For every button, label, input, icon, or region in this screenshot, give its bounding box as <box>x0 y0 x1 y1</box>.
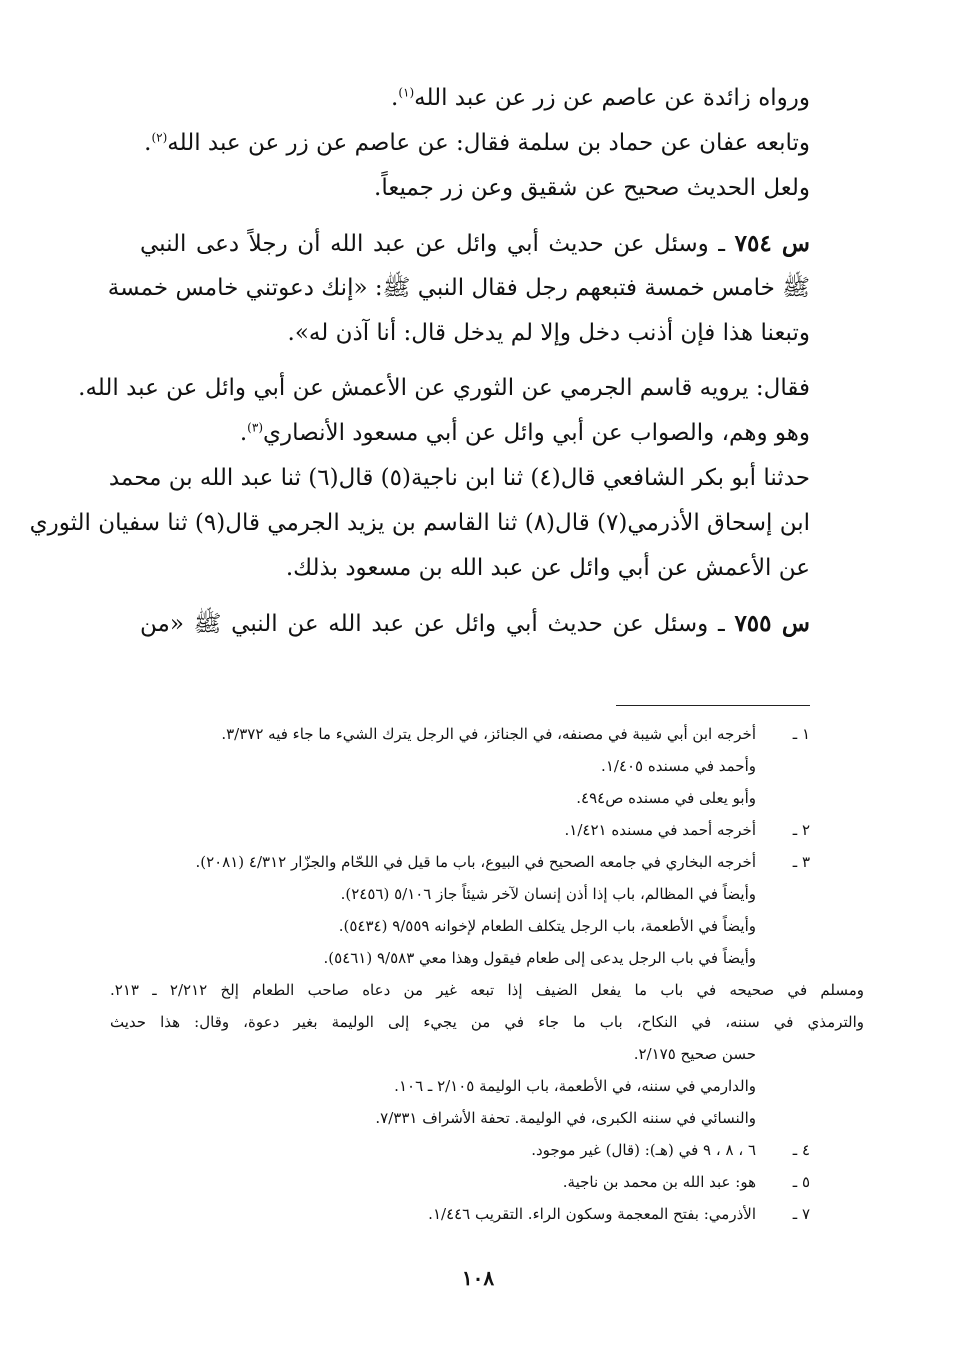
footnote <box>110 718 810 750</box>
footnote-text: والدارمي في سننه، في الأطعمة، باب الوليمة ٢/١٠٥ ـ ١٠٦. <box>394 1077 756 1095</box>
footnote-number: ٧ ـ <box>792 1205 810 1223</box>
footnote-text: هو: عبد الله بن محمد بن ناجية. <box>562 1173 756 1191</box>
footnote <box>110 878 810 910</box>
footnote-number: ٣ ـ <box>792 853 810 871</box>
footnote-number: ١ ـ <box>792 725 810 743</box>
body-line-text: وتبعنا هذا فإن أذنب دخل وإلا لم يدخل قال: أنا آذن له». <box>287 320 810 346</box>
footnote <box>110 750 810 782</box>
footnote-text: أخرجه ابن أبي شيبة في مصنفه، في الجنائز، في الرجل يترك الشيء ما جاء فيه ٣/٣٧٢. <box>221 725 756 743</box>
footnote-number: ٤ ـ <box>792 1141 810 1159</box>
body-line <box>78 366 810 411</box>
body-line <box>140 546 810 591</box>
footnote <box>110 1198 810 1230</box>
footnote <box>110 974 864 1006</box>
body-line-text: فقال: يرويه قاسم الجرمي عن الثوري عن الأعمش عن أبي وائل عن عبد الله. <box>78 375 810 401</box>
footnote-text: وأيضاً في الأطعمة، باب الرجل يتكلف الطعام لإخوانه ٩/٥٥٩ (٥٤٣٤). <box>338 917 756 935</box>
footnote-text: وأحمد في مسنده ١/٤٠٥. <box>601 757 756 775</box>
footnote <box>110 1070 810 1102</box>
footnote-text: ٦ ، ٨ ، ٩ في (هـ): (قال) غير موجود. <box>531 1141 756 1159</box>
footnote-text: وأيضاً في المظالم، باب إذا أذن إنسان لآخر شيئاً جاز ٥/١٠٦ (٢٤٥٦). <box>340 885 756 903</box>
footnote-text: وأبو يعلى في مسنده ص٤٩٤. <box>576 789 756 807</box>
body-line-text: ﷺ خامس خمسة فتبعهم رجل فقال النبي ﷺ: «إنك دعوتني خامس خمسة <box>107 275 810 301</box>
footnote <box>110 1102 810 1134</box>
body-line <box>29 501 810 546</box>
body-line <box>140 221 810 266</box>
footnote-text: والنسائي في سننه الكبرى، في الوليمة. تحفة الأشراف ٧/٣٣١. <box>375 1109 756 1127</box>
body-line-tail: . <box>391 85 399 111</box>
footnote-text: ومسلم في صحيحه في باب ما يفعل الضيف إذا تبعه غير من دعاه صاحب الطعام إلخ ٢/٢١٢ ـ ٢١٣. <box>110 981 865 999</box>
footnote <box>110 910 810 942</box>
footnote <box>110 846 810 878</box>
body-line-text: وتابعه عفان عن حماد بن سلمة فقال: عن عاصم عن زر عن عبد الله <box>167 130 810 156</box>
footnote-ref: (٢) <box>151 130 168 145</box>
body-line-tail: . <box>144 130 152 156</box>
body-line-text: ورواه زائدة عن عاصم عن زر عن عبد الله <box>414 85 810 111</box>
body-line-text: ـ وسئل عن حديث أبي وائل عن عبد الله أن رجلاً دعى النبي <box>140 231 735 257</box>
body-line-text: ولعل الحديث صحيح عن شقيق وعن زر جميعاً. <box>374 175 810 201</box>
footnote-separator <box>616 705 810 706</box>
body-line <box>140 601 810 646</box>
body-line <box>140 76 810 121</box>
question-number: س ٧٥٥ <box>734 610 811 637</box>
footnote-text: والترمذي في سننه، في النكاح، باب ما جاء في من يجيء إلى الوليمة بغير دعوة، وقال: هذا حديث <box>110 1013 864 1031</box>
footnote <box>110 1166 810 1198</box>
footnote <box>110 942 810 974</box>
body-line-text: عن الأعمش عن أبي وائل عن عبد الله بن مسعود بذلك. <box>285 555 810 581</box>
body-line <box>108 456 810 501</box>
footnote <box>110 1134 810 1166</box>
footnote-text: وأيضاً في باب الرجل يدعى إلى طعام فيقول وهذا معي ٩/٥٨٣ (٥٤٦١). <box>323 949 756 967</box>
body-line-text: ـ وسئل عن حديث أبي وائل عن عبد الله عن النبي ﷺ «من <box>140 611 735 637</box>
footnote <box>110 814 810 846</box>
body-line-text: ابن إسحاق الأذرمي(٧) قال(٨) ثنا القاسم بن يزيد الجرمي قال(٩) ثنا سفيان الثوري <box>29 510 810 536</box>
footnote <box>110 1006 864 1038</box>
footnote-text: أخرجه البخاري في جامعه الصحيح في البيوع، باب ما قيل في اللحّام والجزّار ٤/٣١٢ (٢٠٨١). <box>195 853 756 871</box>
body-line <box>140 311 810 356</box>
footnote-number: ٥ ـ <box>792 1173 810 1191</box>
footnote-number: ٢ ـ <box>792 821 810 839</box>
footnote <box>110 782 810 814</box>
body-line-text: وهو وهم، والصواب عن أبي وائل عن أبي مسعود الأنصاري <box>263 420 810 446</box>
body-line <box>107 266 810 311</box>
footnote-text: أخرجه أحمد في مسنده ١/٤٢١. <box>564 821 756 839</box>
footnote-text: حسن صحيح ٢/١٧٥. <box>633 1045 756 1063</box>
body-line <box>140 166 810 211</box>
footnote-ref: (١) <box>398 85 415 100</box>
footnote <box>110 1038 810 1070</box>
body-line-tail: . <box>239 420 248 446</box>
question-number: س ٧٥٤ <box>734 230 810 257</box>
body-line-text: حدثنا أبو بكر الشافعي قال(٤) ثنا ابن ناجية(٥) قال(٦) ثنا عبد الله بن محمد <box>108 465 810 491</box>
main-text <box>29 76 811 646</box>
page-number: ١٠٨ <box>461 1266 495 1290</box>
body-line <box>140 121 810 166</box>
body-line <box>140 411 810 456</box>
footnote-text: الأذرمي: بفتح المعجمة وسكون الراء. التقريب ١/٤٤٦. <box>428 1205 756 1223</box>
footnotes <box>110 718 865 1230</box>
footnote-ref: (٣) <box>247 420 263 435</box>
